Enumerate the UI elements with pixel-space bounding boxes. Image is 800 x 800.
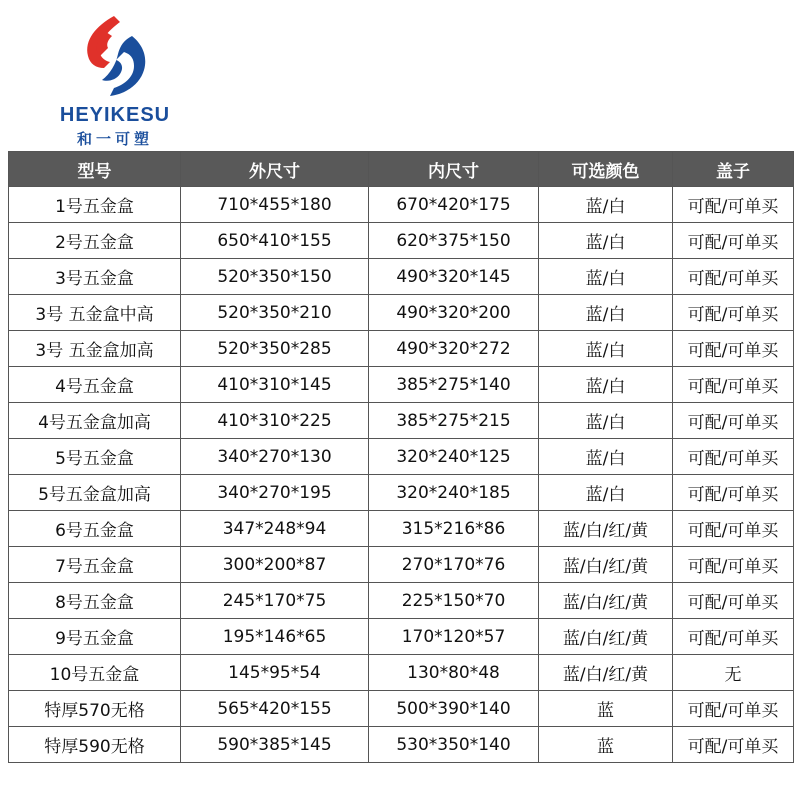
cell-model: 10号五金盒: [9, 655, 181, 691]
cell-outer-size: 710*455*180: [181, 187, 369, 223]
cell-model: 1号五金盒: [9, 187, 181, 223]
table-row: [9, 439, 794, 475]
table-row: [9, 331, 794, 367]
table-header-row: [9, 152, 794, 187]
cell-colors: 蓝/白: [539, 223, 673, 259]
cell-outer-size: 195*146*65: [181, 619, 369, 655]
cell-lid: 可配/可单买: [673, 475, 794, 511]
cell-lid: 可配/可单买: [673, 547, 794, 583]
cell-colors: 蓝/白: [539, 403, 673, 439]
table-row: [9, 727, 794, 763]
table-body: [9, 187, 794, 763]
cell-outer-size: 410*310*145: [181, 367, 369, 403]
cell-inner-size: 170*120*57: [369, 619, 539, 655]
cell-lid: 可配/可单买: [673, 691, 794, 727]
cell-lid: 可配/可单买: [673, 403, 794, 439]
table-row: [9, 187, 794, 223]
cell-inner-size: 490*320*272: [369, 331, 539, 367]
cell-outer-size: 520*350*150: [181, 259, 369, 295]
cell-colors: 蓝: [539, 727, 673, 763]
table-row: [9, 619, 794, 655]
table-row: [9, 655, 794, 691]
cell-lid: 可配/可单买: [673, 727, 794, 763]
cell-lid: 可配/可单买: [673, 439, 794, 475]
cell-outer-size: 565*420*155: [181, 691, 369, 727]
cell-outer-size: 520*350*210: [181, 295, 369, 331]
cell-outer-size: 245*170*75: [181, 583, 369, 619]
cell-outer-size: 590*385*145: [181, 727, 369, 763]
cell-colors: 蓝/白: [539, 259, 673, 295]
cell-outer-size: 340*270*195: [181, 475, 369, 511]
table-row: [9, 511, 794, 547]
cell-lid: 可配/可单买: [673, 187, 794, 223]
table-row: [9, 691, 794, 727]
cell-model: 3号 五金盒中高: [9, 295, 181, 331]
cell-colors: 蓝/白: [539, 439, 673, 475]
cell-inner-size: 670*420*175: [369, 187, 539, 223]
cell-model: 6号五金盒: [9, 511, 181, 547]
cell-colors: 蓝/白: [539, 367, 673, 403]
cell-outer-size: 145*95*54: [181, 655, 369, 691]
table-row: [9, 475, 794, 511]
cell-outer-size: 300*200*87: [181, 547, 369, 583]
cell-lid: 可配/可单买: [673, 295, 794, 331]
column-header-lid: 盖子: [673, 152, 794, 187]
cell-model: 特厚590无格: [9, 727, 181, 763]
table-row: [9, 547, 794, 583]
cell-outer-size: 347*248*94: [181, 511, 369, 547]
cell-lid: 可配/可单买: [673, 367, 794, 403]
cell-lid: 可配/可单买: [673, 259, 794, 295]
cell-lid: 可配/可单买: [673, 619, 794, 655]
table-row: [9, 295, 794, 331]
column-header-outer-size: 外尺寸: [181, 152, 369, 187]
cell-inner-size: 500*390*140: [369, 691, 539, 727]
cell-model: 4号五金盒: [9, 367, 181, 403]
column-header-inner-size: 内尺寸: [369, 152, 539, 187]
cell-model: 8号五金盒: [9, 583, 181, 619]
cell-inner-size: 490*320*145: [369, 259, 539, 295]
brand-name: HEYIKESU: [59, 104, 171, 126]
cell-inner-size: 385*275*140: [369, 367, 539, 403]
cell-model: 4号五金盒加高: [9, 403, 181, 439]
cell-inner-size: 320*240*125: [369, 439, 539, 475]
cell-colors: 蓝/白/红/黄: [539, 511, 673, 547]
cell-model: 特厚570无格: [9, 691, 181, 727]
table-row: [9, 403, 794, 439]
cell-inner-size: 620*375*150: [369, 223, 539, 259]
table-row: [9, 259, 794, 295]
cell-lid: 可配/可单买: [673, 331, 794, 367]
cell-colors: 蓝/白/红/黄: [539, 547, 673, 583]
logo-mark-icon: [76, 14, 156, 98]
cell-model: 5号五金盒: [9, 439, 181, 475]
cell-lid: 可配/可单买: [673, 511, 794, 547]
cell-outer-size: 520*350*285: [181, 331, 369, 367]
table-row: [9, 223, 794, 259]
cell-inner-size: 530*350*140: [369, 727, 539, 763]
cell-model: 3号 五金盒加高: [9, 331, 181, 367]
column-header-model: 型号: [9, 152, 181, 187]
cell-outer-size: 410*310*225: [181, 403, 369, 439]
cell-inner-size: 490*320*200: [369, 295, 539, 331]
brand-logo: [40, 14, 190, 148]
cell-outer-size: 340*270*130: [181, 439, 369, 475]
cell-model: 9号五金盒: [9, 619, 181, 655]
cell-inner-size: 225*150*70: [369, 583, 539, 619]
cell-outer-size: 650*410*155: [181, 223, 369, 259]
cell-colors: 蓝/白: [539, 295, 673, 331]
cell-colors: 蓝/白: [539, 187, 673, 223]
spec-table: [8, 151, 794, 763]
table-row: [9, 583, 794, 619]
cell-lid: 无: [673, 655, 794, 691]
cell-colors: 蓝/白/红/黄: [539, 583, 673, 619]
table-row: [9, 367, 794, 403]
cell-colors: 蓝/白: [539, 475, 673, 511]
cell-inner-size: 385*275*215: [369, 403, 539, 439]
cell-model: 2号五金盒: [9, 223, 181, 259]
column-header-colors: 可选颜色: [539, 152, 673, 187]
cell-colors: 蓝/白: [539, 331, 673, 367]
cell-colors: 蓝: [539, 691, 673, 727]
cell-inner-size: 320*240*185: [369, 475, 539, 511]
brand-subtitle: 和一可塑: [76, 130, 153, 148]
cell-model: 7号五金盒: [9, 547, 181, 583]
cell-lid: 可配/可单买: [673, 583, 794, 619]
cell-colors: 蓝/白/红/黄: [539, 655, 673, 691]
cell-inner-size: 130*80*48: [369, 655, 539, 691]
cell-model: 3号五金盒: [9, 259, 181, 295]
cell-inner-size: 315*216*86: [369, 511, 539, 547]
cell-inner-size: 270*170*76: [369, 547, 539, 583]
cell-model: 5号五金盒加高: [9, 475, 181, 511]
cell-colors: 蓝/白/红/黄: [539, 619, 673, 655]
cell-lid: 可配/可单买: [673, 223, 794, 259]
